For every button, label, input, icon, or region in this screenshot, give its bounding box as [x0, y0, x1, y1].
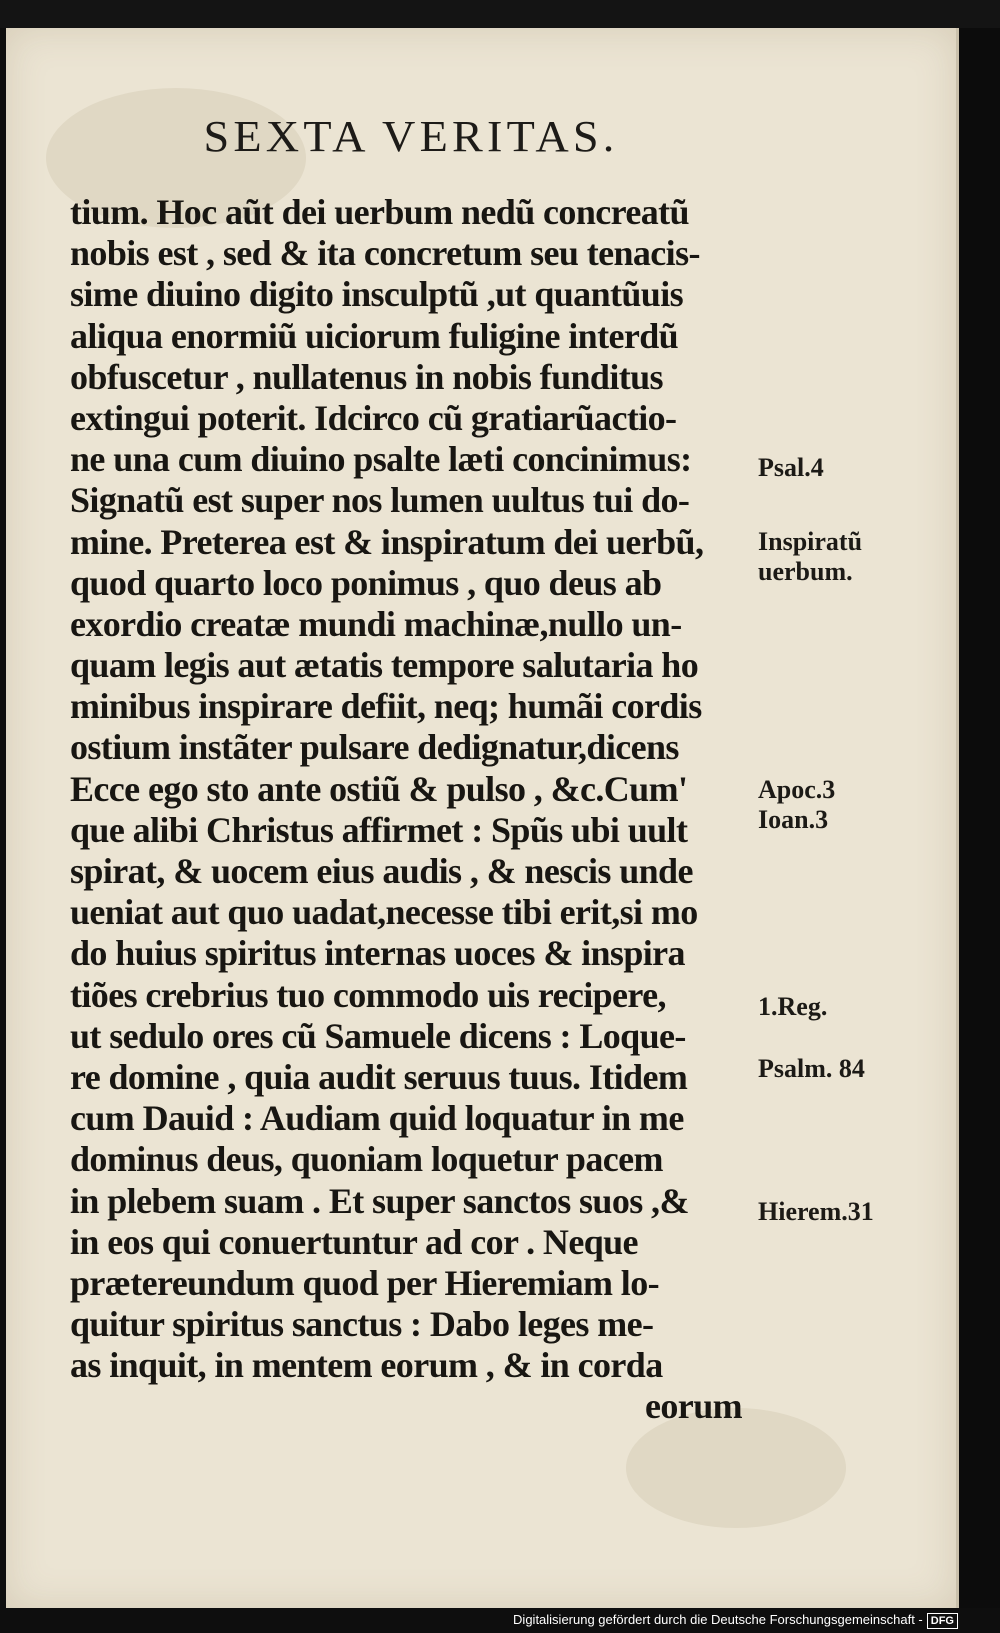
text-line: as inquit, in mentem eorum , & in corda — [70, 1345, 663, 1386]
text-line: in eos qui conuertuntur ad cor . Neque — [70, 1221, 638, 1262]
text-line: ut sedulo ores cũ Samuele dicens : Loque- — [70, 1015, 686, 1056]
text-line: Ecce ego sto ante ostiũ & pulso , &c.Cum' — [70, 768, 688, 809]
text-line: minibus inspirare defiit, neq; humãi cordis — [70, 686, 702, 727]
text-line: in plebem suam . Et super sanctos suos ,& — [70, 1180, 689, 1221]
text-line: quam legis aut ætatis tempore salutaria ho — [70, 645, 699, 686]
text-line: obfuscetur , nullatenus in nobis funditus — [70, 356, 663, 397]
marginal-note-psalm: Psalm. 84 — [758, 1054, 865, 1083]
text-line: exordio creatæ mundi machinæ,nullo un- — [70, 603, 682, 644]
text-line: tiões crebrius tuo commodo uis recipere, — [70, 974, 666, 1015]
marginal-note-apoc: Apoc.3 — [758, 775, 836, 804]
text-line: aliqua enormiũ uiciorum fuligine interdũ — [70, 315, 679, 356]
main-text-block — [70, 192, 770, 1428]
marginal-note-ioan: Ioan.3 — [758, 805, 829, 834]
text-line: sime diuino digito insculptũ ,ut quantũuis — [70, 274, 684, 315]
text-line: quitur spiritus sanctus : Dabo leges me- — [70, 1304, 654, 1345]
text-line: ostium instãter pulsare dedignatur,dicens — [70, 727, 679, 768]
book-page — [6, 28, 959, 1608]
digitization-credit — [513, 1609, 958, 1631]
marginal-note-uerbum: uerbum. — [758, 557, 853, 586]
credit-text: Digitalisierung gefördert durch die Deutsche Forschungsgemeinschaft - — [513, 1612, 923, 1627]
text-line: quod quarto loco ponimus , quo deus ab — [70, 562, 662, 603]
text-line: ne una cum diuino psalte læti concinimus: — [70, 439, 692, 480]
text-line: cum Dauid : Audiam quid loquatur in me — [70, 1098, 684, 1139]
scan-background-right — [959, 28, 1000, 1608]
running-head: SEXTA VERITAS. — [203, 112, 619, 161]
text-line: mine. Preterea est & inspiratum dei uerbũ, — [70, 521, 704, 562]
text-line: ueniat aut quo uadat,necesse tibi erit,si mo — [70, 892, 698, 933]
scan-background-top — [0, 0, 1000, 28]
text-line: Signatũ est super nos lumen uultus tui do- — [70, 480, 690, 521]
text-line: re domine , quia audit seruus tuus. Itidem — [70, 1056, 688, 1097]
text-line: extingui poterit. Idcirco cũ gratiarũactio- — [70, 397, 677, 438]
text-line: que alibi Christus affirmet : Spũs ubi uult — [70, 809, 688, 850]
marginal-note-psal4: Psal.4 — [758, 453, 824, 482]
text-line: do huius spiritus internas uoces & inspira — [70, 933, 685, 974]
text-line: prætereundum quod per Hieremiam lo- — [70, 1262, 659, 1303]
text-line: spirat, & uocem eius audis , & nescis unde — [70, 851, 693, 891]
marginal-note-hierem: Hierem.31 — [758, 1197, 874, 1226]
catchword: eorum — [645, 1386, 742, 1427]
text-line: tium. Hoc aũt dei uerbum nedũ concreatũ — [70, 192, 689, 232]
dfg-logo: DFG — [927, 1613, 958, 1629]
marginal-note-reg: 1.Reg. — [758, 992, 828, 1021]
text-line: nobis est , sed & ita concretum seu tenacis- — [70, 233, 700, 274]
marginal-note-inspiratu: Inspiratũ — [758, 527, 863, 556]
text-line: dominus deus, quoniam loquetur pacem — [70, 1139, 663, 1180]
